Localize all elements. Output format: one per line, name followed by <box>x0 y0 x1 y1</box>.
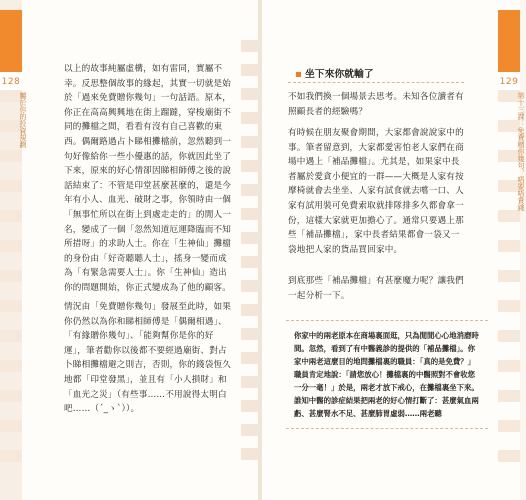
right-side-tab <box>498 0 525 500</box>
section-heading-text: 坐下來你就輸了 <box>305 69 374 80</box>
section-heading <box>296 66 456 80</box>
left-paragraph-1: 以上的故事純屬虛構，如有雷同，實屬不幸。反思整個故事的緣起，其實一切就是始於「過來免費贈你幾句」一句話語。原本，你正在高高興興地在街上蹓躂，穿梭廟街不同的攤檔之間，看看有沒有自己喜歡的東西。偶爾路過占卜睇相攤檔前，忽然聽到一句好像給你一些小優惠的話，你就因此坐了下來，原來的好心情卻因睇相師傅之後的說話結束了：不管是印堂甚麼甚麼的，還是今年有小人、血光、破財之事，你領時由一個「無事忙所以在街上到處走走的」的閒人一名，變成了一個「忽然知道厄運降臨而不知所措呀」的求助人士。你在「生神仙」攤檔的身份由「好奇聽聽人士」，搖身一變而成為「有緊急需要人士」。你「生神仙」造出你的問題開始，你正式變成為了他的顧客。 <box>64 64 232 293</box>
right-page <box>262 0 525 500</box>
left-page <box>0 0 258 500</box>
left-page-number: 128 <box>1 77 21 87</box>
callout-box: 你家中的兩老原本在商場裏面逛，只為閒閒心心地消磨時間。忽然，看到了有中醫義診的提供的「補品攤檔」。你家中兩老這麼目的地問攤檔裏的職員：「真的是免費？」職員肯定地說：「請您放心！攤檔裏的中醫照對不會收您一分一毫！」於是，兩老才放下戒心，在攤檔裏坐下來。誰知中醫的診症結果把兩老的好心情打斷了：甚麼氣血兩虧、甚麼腎水不足、甚麼肺胃虛弱……兩老聽 <box>286 320 488 429</box>
left-side-title: 屬於你的投資規劃 <box>19 92 27 148</box>
left-paragraph-2: 情況由「免費贈你幾句」發展至此時，如果你仍然以為你和睇相師傅是「偶爾相遇」、「有緣贈你幾句」、「能夠幫你是你的好運」，筆者勸你以後都不要經過廟街、對占卜睇相攤檔避之則吉，否則，你的錢袋恆久地都「印堂發黑」，並且有「小人損財」和「血光之災」（有些事……不用說得太明白吧……（´_ゝ`））。 <box>64 302 232 415</box>
right-side-title: 第十三課：免費贈你幾句，唔要唔貴錢 <box>517 92 525 211</box>
left-orange-tab <box>0 10 22 72</box>
heading-divider <box>288 82 464 83</box>
right-paragraph-3: 到底那些「補品攤檔」有甚麼魔力呢？讓我們一起分析一下。 <box>288 276 464 301</box>
right-orange-tab <box>498 10 520 72</box>
left-side-tab <box>0 0 27 500</box>
right-page-number: 129 <box>499 77 519 87</box>
right-paragraph-1: 不如我們換一個場景去思考。未知各位讀者有照顧長者的經驗嗎？ <box>288 92 464 117</box>
right-paragraph-2: 有時候在朋友聚會期間，大家都會說說家中的事。筆者留意到，大家都愛害怕老人家們在商場中遇上「補品攤檔」。尤其是，如果家中長者屬於愛貪小便宜的一群——大概是人家有按摩椅就會去坐坐、人家有試食就去嚐一口、人家有試用裝可免費索取就排隊排多久都會拿一份，這樣大家就更加擔心了。通常只要遇上那些「補品攤檔」，家中長者結果都會一袋又一袋地把人家的貨品買回家中。 <box>288 128 464 255</box>
heading-bullet-icon <box>296 72 301 77</box>
